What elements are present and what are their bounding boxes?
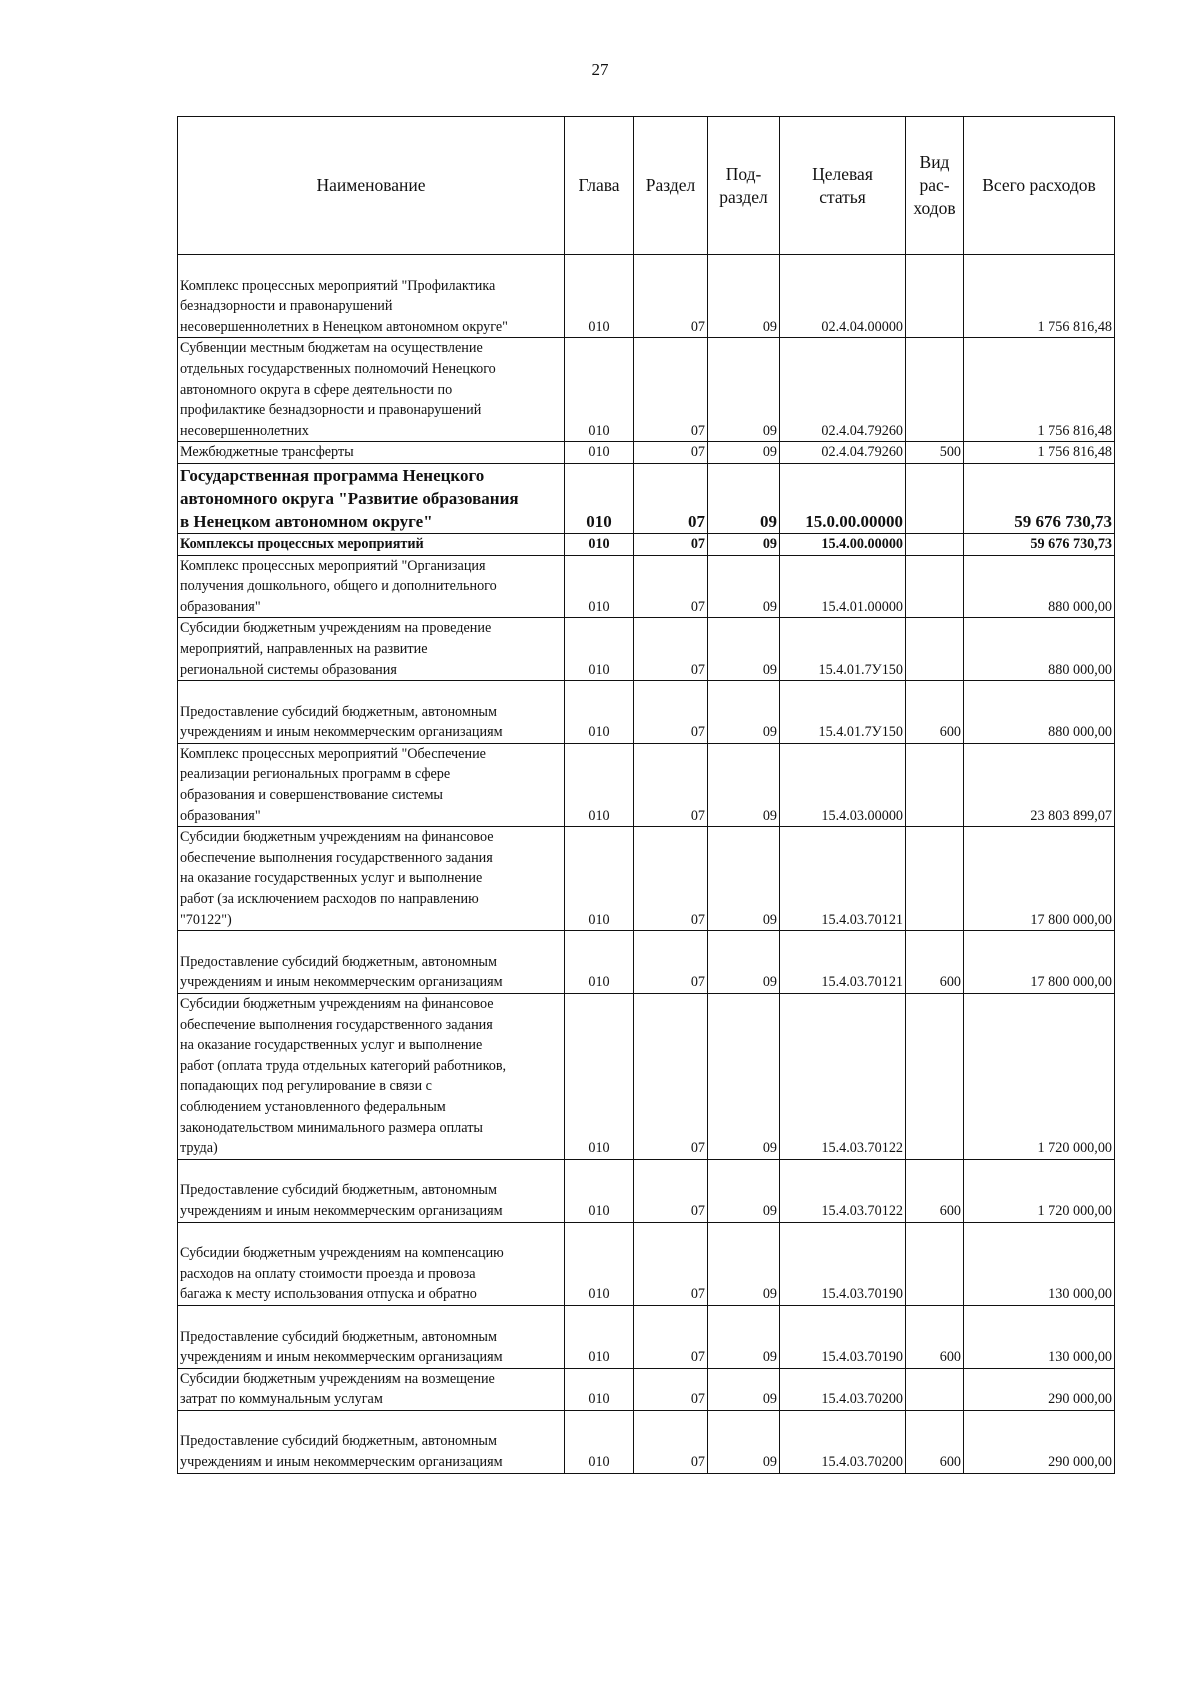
row-chapter: 010 (565, 1410, 634, 1473)
row-name (178, 743, 565, 826)
table-row (178, 994, 1115, 1160)
row-chapter: 010 (565, 442, 634, 464)
row-name-line: Субсидии бюджетным учреждениям на компенсацию (180, 1245, 504, 1262)
row-name-line: багажа к месту использования отпуска и обратно (180, 1286, 477, 1303)
row-name (178, 994, 565, 1160)
row-name-line: Предоставление субсидий бюджетным, автономным (180, 953, 497, 970)
row-chapter: 010 (565, 533, 634, 555)
row-name (178, 463, 565, 533)
table-row (178, 255, 1115, 338)
row-target-article: 15.4.03.70190 (780, 1222, 906, 1305)
row-name-line: региональной системы образования (180, 661, 397, 678)
row-subsection: 09 (708, 994, 780, 1160)
row-name (178, 442, 565, 464)
row-name-line: Предоставление субсидий бюджетным, автономным (180, 703, 497, 720)
row-target-article: 15.4.01.7У150 (780, 681, 906, 744)
row-target-article: 02.4.04.79260 (780, 338, 906, 442)
col-header-section: Раздел (634, 117, 708, 255)
row-subsection: 09 (708, 1159, 780, 1222)
table-header-row (178, 117, 1115, 255)
row-chapter: 010 (565, 994, 634, 1160)
row-name-line: обеспечение выполнения государственного задания (180, 1016, 493, 1033)
row-name-line: учреждениям и иным некоммерческим организациям (180, 974, 503, 991)
row-name-line: Субсидии бюджетным учреждениям на проведение (180, 620, 492, 637)
row-section: 07 (634, 681, 708, 744)
row-name-line: Комплекс процессных мероприятий "Профилактика (180, 277, 496, 294)
table-row (178, 681, 1115, 744)
row-name-line: образования" (180, 598, 261, 615)
row-section: 07 (634, 1159, 708, 1222)
row-expense-type (906, 338, 964, 442)
row-total: 1 756 816,48 (964, 442, 1115, 464)
row-name-line: работ (оплата труда отдельных категорий работников, (180, 1057, 507, 1074)
row-total: 23 803 899,07 (964, 743, 1115, 826)
row-name-line: работ (за исключением расходов по направлению (180, 891, 479, 908)
row-name-line: учреждениям и иным некоммерческим организациям (180, 1454, 503, 1471)
row-chapter: 010 (565, 1368, 634, 1410)
row-total: 1 756 816,48 (964, 255, 1115, 338)
row-subsection: 09 (708, 681, 780, 744)
table-row (178, 931, 1115, 994)
row-expense-type (906, 255, 964, 338)
row-name-line: безнадзорности и правонарушений (180, 298, 393, 315)
col-header-name: Наименование (178, 117, 565, 255)
row-name (178, 681, 565, 744)
row-target-article: 15.4.03.70200 (780, 1368, 906, 1410)
row-subsection: 09 (708, 463, 780, 533)
row-name-line: Субвенции местным бюджетам на осуществление (180, 340, 483, 357)
row-subsection: 09 (708, 1222, 780, 1305)
row-chapter: 010 (565, 681, 634, 744)
row-section: 07 (634, 827, 708, 931)
row-expense-type: 600 (906, 1305, 964, 1368)
row-chapter: 010 (565, 827, 634, 931)
row-chapter: 010 (565, 1305, 634, 1368)
table-body (178, 255, 1115, 1474)
table-row (178, 555, 1115, 618)
row-expense-type: 500 (906, 442, 964, 464)
row-target-article: 15.4.01.00000 (780, 555, 906, 618)
row-name-line: Предоставление субсидий бюджетным, автономным (180, 1328, 497, 1345)
budget-table (177, 116, 1115, 1474)
row-name (178, 533, 565, 555)
row-name (178, 555, 565, 618)
col-header-expense-type: Вид рас- ходов (906, 117, 964, 255)
row-name-line: Субсидии бюджетным учреждениям на финансовое (180, 996, 494, 1012)
row-section: 07 (634, 618, 708, 681)
table-row (178, 618, 1115, 681)
row-name-line: расходов на оплату стоимости проезда и провоза (180, 1265, 476, 1282)
row-target-article: 15.4.03.70121 (780, 931, 906, 994)
row-name-line: Комплекс процессных мероприятий "Организация (180, 557, 486, 574)
table-row (178, 442, 1115, 464)
row-chapter: 010 (565, 1159, 634, 1222)
row-name (178, 1159, 565, 1222)
row-name-line: Комплексы процессных мероприятий (180, 535, 424, 552)
row-expense-type (906, 743, 964, 826)
row-total: 17 800 000,00 (964, 931, 1115, 994)
table-row (178, 338, 1115, 442)
row-chapter: 010 (565, 618, 634, 681)
row-name-line (180, 255, 562, 276)
row-expense-type (906, 994, 964, 1160)
row-total: 59 676 730,73 (964, 533, 1115, 555)
row-target-article: 15.4.03.70121 (780, 827, 906, 931)
row-name (178, 618, 565, 681)
row-subsection: 09 (708, 1410, 780, 1473)
row-section: 07 (634, 533, 708, 555)
row-chapter: 010 (565, 555, 634, 618)
row-name-line: Предоставление субсидий бюджетным, автономным (180, 1182, 497, 1199)
row-section: 07 (634, 1222, 708, 1305)
row-name (178, 1222, 565, 1305)
row-name-line (180, 1160, 562, 1181)
page-number: 27 (591, 60, 609, 79)
row-subsection: 09 (708, 1305, 780, 1368)
row-name-line: несовершеннолетних (180, 422, 309, 439)
table-row (178, 1410, 1115, 1473)
row-name-line: труда) (180, 1140, 218, 1157)
row-target-article: 15.4.00.00000 (780, 533, 906, 555)
row-total: 130 000,00 (964, 1305, 1115, 1368)
row-name-line: "70122") (180, 911, 232, 928)
row-subsection: 09 (708, 442, 780, 464)
row-name-line: автономного округа "Развитие образования (180, 488, 519, 508)
row-section: 07 (634, 1305, 708, 1368)
row-name-line: получения дошкольного, общего и дополнительного (180, 578, 497, 595)
row-chapter: 010 (565, 931, 634, 994)
row-name-line (180, 1223, 562, 1244)
row-name-line (180, 681, 562, 702)
row-target-article: 15.4.03.70122 (780, 1159, 906, 1222)
row-name-line: несовершеннолетних в Ненецком автономном округе" (180, 318, 508, 335)
table-row (178, 1159, 1115, 1222)
row-total: 17 800 000,00 (964, 827, 1115, 931)
row-total: 290 000,00 (964, 1368, 1115, 1410)
row-name-line: Государственная программа Ненецкого (180, 465, 485, 485)
row-subsection: 09 (708, 338, 780, 442)
table-row (178, 533, 1115, 555)
row-expense-type (906, 533, 964, 555)
table-row (178, 827, 1115, 931)
row-name-line: отдельных государственных полномочий Ненецкого (180, 360, 496, 377)
row-subsection: 09 (708, 255, 780, 338)
row-target-article: 15.4.03.70122 (780, 994, 906, 1160)
row-total: 880 000,00 (964, 618, 1115, 681)
row-expense-type: 600 (906, 681, 964, 744)
row-subsection: 09 (708, 1368, 780, 1410)
row-chapter: 010 (565, 463, 634, 533)
row-name-line: профилактике безнадзорности и правонарушений (180, 402, 482, 419)
row-section: 07 (634, 442, 708, 464)
row-name-line: автономного округа в сфере деятельности по (180, 381, 453, 398)
row-subsection: 09 (708, 827, 780, 931)
row-expense-type: 600 (906, 1410, 964, 1473)
row-name-line: на оказание государственных услуг и выполнение (180, 870, 483, 887)
row-name-line: учреждениям и иным некоммерческим организациям (180, 724, 503, 741)
row-name-line: затрат по коммунальным услугам (180, 1391, 383, 1408)
row-total: 59 676 730,73 (964, 463, 1115, 533)
table-row (178, 1222, 1115, 1305)
row-name-line: мероприятий, направленных на развитие (180, 640, 428, 657)
row-chapter: 010 (565, 338, 634, 442)
row-name (178, 255, 565, 338)
row-name-line: на оказание государственных услуг и выполнение (180, 1037, 483, 1054)
row-target-article: 15.0.00.00000 (780, 463, 906, 533)
row-target-article: 15.4.03.70200 (780, 1410, 906, 1473)
row-name-line: Предоставление субсидий бюджетным, автономным (180, 1433, 497, 1450)
row-target-article: 15.4.03.00000 (780, 743, 906, 826)
col-header-chapter: Глава (565, 117, 634, 255)
row-name-line: Субсидии бюджетным учреждениям на возмещение (180, 1370, 495, 1387)
row-total: 130 000,00 (964, 1222, 1115, 1305)
table-row (178, 743, 1115, 826)
row-chapter: 010 (565, 255, 634, 338)
row-expense-type (906, 1368, 964, 1410)
row-subsection: 09 (708, 743, 780, 826)
row-name (178, 1368, 565, 1410)
row-total: 880 000,00 (964, 555, 1115, 618)
row-name-line: образования и совершенствование системы (180, 787, 443, 804)
row-total: 880 000,00 (964, 681, 1115, 744)
row-subsection: 09 (708, 533, 780, 555)
row-expense-type (906, 463, 964, 533)
row-name (178, 338, 565, 442)
row-chapter: 010 (565, 743, 634, 826)
row-name (178, 1410, 565, 1473)
row-section: 07 (634, 1368, 708, 1410)
table-row (178, 1305, 1115, 1368)
row-target-article: 15.4.03.70190 (780, 1305, 906, 1368)
row-name-line: учреждениям и иным некоммерческим организациям (180, 1202, 503, 1219)
table-row (178, 463, 1115, 533)
row-expense-type (906, 827, 964, 931)
row-expense-type: 600 (906, 1159, 964, 1222)
row-name-line: попадающих под регулирование в связи с (180, 1078, 432, 1095)
row-section: 07 (634, 931, 708, 994)
row-name-line: Межбюджетные трансферты (180, 444, 354, 461)
row-name-line (180, 1306, 562, 1327)
row-total: 1 720 000,00 (964, 1159, 1115, 1222)
row-section: 07 (634, 555, 708, 618)
row-expense-type: 600 (906, 931, 964, 994)
row-chapter: 010 (565, 1222, 634, 1305)
row-name-line (180, 931, 562, 952)
row-name-line: учреждениям и иным некоммерческим организациям (180, 1349, 503, 1366)
row-name-line: образования" (180, 807, 261, 824)
row-subsection: 09 (708, 555, 780, 618)
row-section: 07 (634, 1410, 708, 1473)
row-name-line: Субсидии бюджетным учреждениям на финансовое (180, 829, 494, 846)
row-expense-type (906, 1222, 964, 1305)
row-total: 1 756 816,48 (964, 338, 1115, 442)
table-row (178, 1368, 1115, 1410)
row-name-line: в Ненецком автономном округе" (180, 511, 433, 531)
row-target-article: 02.4.04.00000 (780, 255, 906, 338)
row-section: 07 (634, 255, 708, 338)
row-name-line: обеспечение выполнения государственного задания (180, 849, 493, 866)
row-total: 1 720 000,00 (964, 994, 1115, 1160)
row-section: 07 (634, 743, 708, 826)
row-name-line: Комплекс процессных мероприятий "Обеспечение (180, 745, 486, 762)
col-header-subsection: Под- раздел (708, 117, 780, 255)
row-subsection: 09 (708, 931, 780, 994)
row-section: 07 (634, 994, 708, 1160)
row-subsection: 09 (708, 618, 780, 681)
row-name-line: законодательством минимального размера оплаты (180, 1119, 483, 1136)
row-name (178, 1305, 565, 1368)
row-name-line: реализации региональных программ в сфере (180, 766, 451, 783)
row-section: 07 (634, 338, 708, 442)
row-target-article: 02.4.04.79260 (780, 442, 906, 464)
row-name-line (180, 1411, 562, 1432)
row-expense-type (906, 555, 964, 618)
row-target-article: 15.4.01.7У150 (780, 618, 906, 681)
row-name-line: соблюдением установленного федеральным (180, 1098, 446, 1115)
col-header-target-article: Целевая статья (780, 117, 906, 255)
row-name (178, 931, 565, 994)
row-total: 290 000,00 (964, 1410, 1115, 1473)
row-section: 07 (634, 463, 708, 533)
row-expense-type (906, 618, 964, 681)
col-header-total: Всего расходов (964, 117, 1115, 255)
row-name (178, 827, 565, 931)
